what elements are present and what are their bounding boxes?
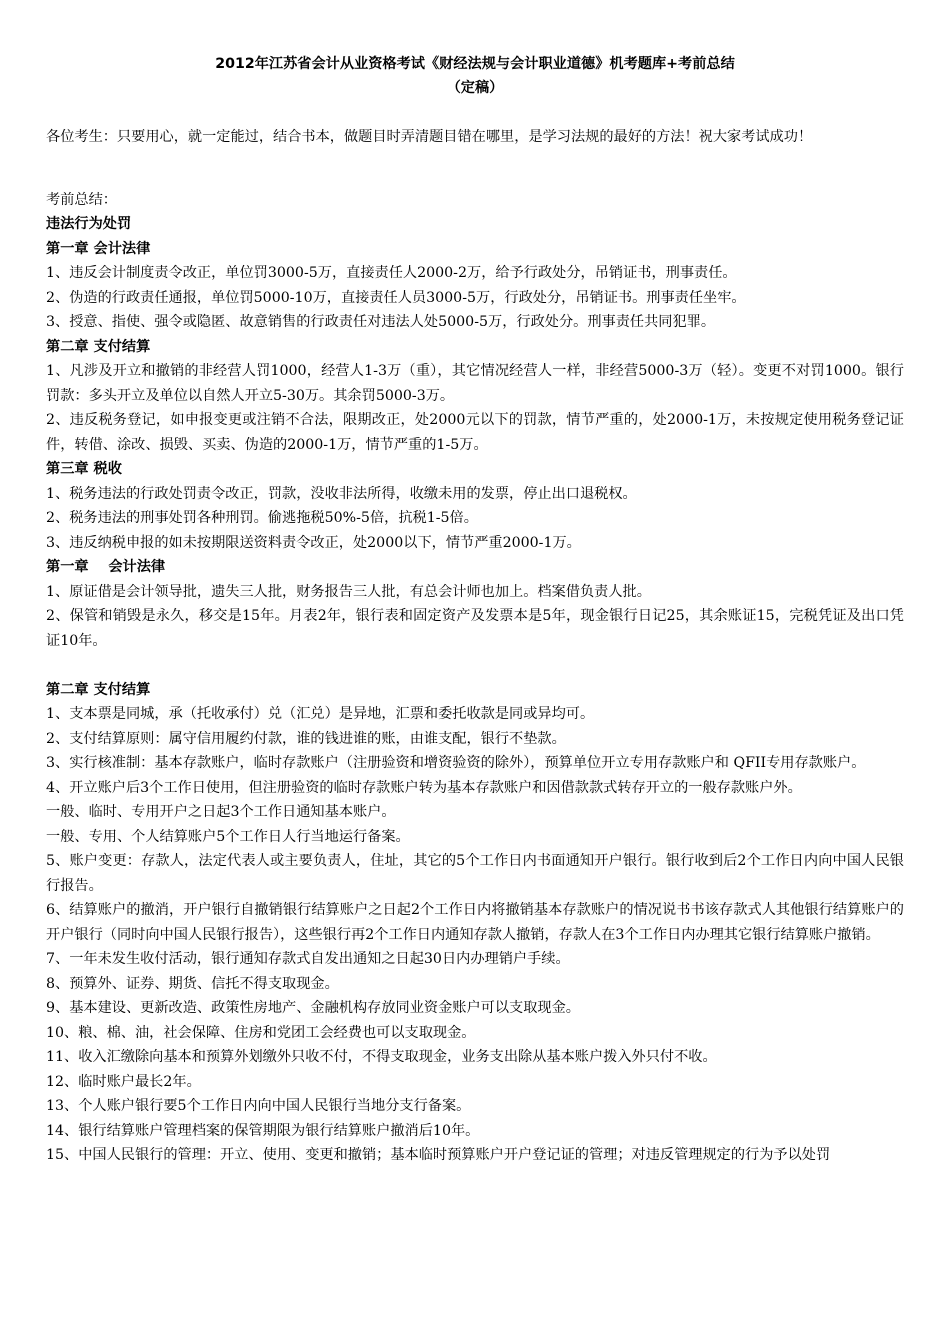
list-item: 8、预算外、证券、期货、信托不得支取现金。 xyxy=(46,975,339,992)
list-item: 1、税务违法的行政处罚责令改正，罚款，没收非法所得，收缴未用的发票，停止出口退税权。 xyxy=(46,485,637,502)
list-item: 7、一年未发生收付活动，银行通知存款式自发出通知之日起30日内办理销户手续。 xyxy=(46,951,570,967)
list-item: 1、凡涉及开立和撤销的非经营人罚1000，经营人1-3万（重），其它情况经营人一样，非经营5000-3万（轻）。变更不对罚1000。银行罚款：多头开立及单位以自然人开立5-30万。其余罚5000-3万。 xyxy=(46,363,904,404)
list-item: 3、实行核准制：基本存款账户，临时存款账户（注册验资和增资验资的除外），预算单位开立专用存款账户和 QFII专用存款账户。 xyxy=(46,755,866,771)
spacer xyxy=(46,100,904,125)
section-heading: 第三章 税收 xyxy=(46,461,122,477)
list-item: 一般、专用、个人结算账户5个工作日人行当地运行备案。 xyxy=(46,828,410,845)
list-item: 1、原证借是会计领导批，遗失三人批，财务报告三人批，有总会计师也加上。档案借负责人批。 xyxy=(46,583,651,600)
intro-paragraph: 各位考生：只要用心，就一定能过，结合书本，做题目时弄清题目错在哪里，是学习法规的最好的方法！祝大家考试成功！ xyxy=(46,128,813,145)
summary-label: 考前总结： xyxy=(46,191,117,208)
list-item: 2、保管和销毁是永久，移交是15年。月表2年，银行表和固定资产及发票本是5年，现金银行日记25，其余账证15，完税凭证及出口凭证10年。 xyxy=(46,608,904,649)
list-item: 2、支付结算原则：属守信用履约付款，谁的钱进谁的账，由谁支配，银行不垫款。 xyxy=(46,730,566,747)
list-item: 2、违反税务登记，如申报变更或注销不合法，限期改正，处2000元以下的罚款，情节严重的，处2000-1万，未按规定使用税务登记证件，转借、涂改、损毁、买卖、伪造的2000-1万，情节严重的1-5万。 xyxy=(46,412,904,453)
spacer xyxy=(46,149,904,174)
list-item: 4、开立账户后3个工作日使用，但注册验资的临时存款账户转为基本存款账户和因借款款式转存开立的一般存款账户外。 xyxy=(46,779,802,796)
section-heading: 第二章 支付结算 xyxy=(46,681,151,698)
section-heading: 第一章 会计法律 xyxy=(46,240,151,257)
list-item: 14、银行结算账户管理档案的保管期限为银行结算账户撤消后10年。 xyxy=(46,1122,480,1139)
list-item: 1、支本票是同城，承（托收承付）兑（汇兑）是异地，汇票和委托收款是同或异均可。 xyxy=(46,706,595,722)
list-item: 6、结算账户的撤消，开户银行自撤销银行结算账户之日起2个工作日内将撤销基本存款账户的情况说书书该存款式人其他银行结算账户的开户银行（同时向中国人民银行报告），这些银行再2个工作日内通知存款人撤销，存款人在3个工作日内办理其它银行结算账户撤销。 xyxy=(46,902,904,943)
list-item: 10、粮、棉、油，社会保障、住房和党团工会经费也可以支取现金。 xyxy=(46,1024,476,1041)
list-item: 12、临时账户最长2年。 xyxy=(46,1073,201,1090)
penalty-heading: 违法行为处罚 xyxy=(46,216,132,232)
spacer xyxy=(46,174,904,188)
list-item: 3、违反纳税申报的如未按期限送资料责令改正，处2000以下，情节严重2000-1万。 xyxy=(46,534,581,551)
list-item: 13、个人账户银行要5个工作日内向中国人民银行当地分支行备案。 xyxy=(46,1098,471,1114)
list-item: 2、税务违法的刑事处罚各种刑罚。偷逃拖税50%-5倍，抗税1-5倍。 xyxy=(46,510,478,526)
list-item: 2、伪造的行政责任通报，单位罚5000-10万，直接责任人员3000-5万，行政处分，吊销证书。刑事责任坐牢。 xyxy=(46,289,746,306)
document-page xyxy=(46,52,904,1168)
section-heading: 第二章 支付结算 xyxy=(46,338,151,355)
list-item: 一般、临时、专用开户之日起3个工作日通知基本账户。 xyxy=(46,804,396,820)
document-title: 2012年江苏省会计从业资格考试《财经法规与会计职业道德》机考题库+考前总结 xyxy=(215,56,735,72)
spacer xyxy=(46,653,904,678)
document-subtitle: （定稿） xyxy=(446,80,504,96)
list-item: 3、授意、指使、强令或隐匿、故意销售的行政责任对违法人处5000-5万，行政处分。刑事责任共同犯罪。 xyxy=(46,314,716,330)
list-item: 11、收入汇缴除向基本和预算外划缴外只收不付，不得支取现金，业务支出除从基本账户拨入外只付不收。 xyxy=(46,1049,717,1065)
section-heading: 第一章 会计法律 xyxy=(46,559,166,575)
list-item: 5、账户变更：存款人，法定代表人或主要负责人，住址，其它的5个工作日内书面通知开户银行。银行收到后2个工作日内向中国人民银行报告。 xyxy=(46,853,904,894)
list-item: 1、违反会计制度责令改正，单位罚3000-5万，直接责任人2000-2万，给予行政处分，吊销证书，刑事责任。 xyxy=(46,265,737,281)
list-item: 15、中国人民银行的管理：开立、使用、变更和撤销；基本临时预算账户开户登记证的管理；对违反管理规定的行为予以处罚 xyxy=(46,1147,831,1163)
list-item: 9、基本建设、更新改造、政策性房地产、金融机构存放同业资金账户可以支取现金。 xyxy=(46,1000,580,1016)
